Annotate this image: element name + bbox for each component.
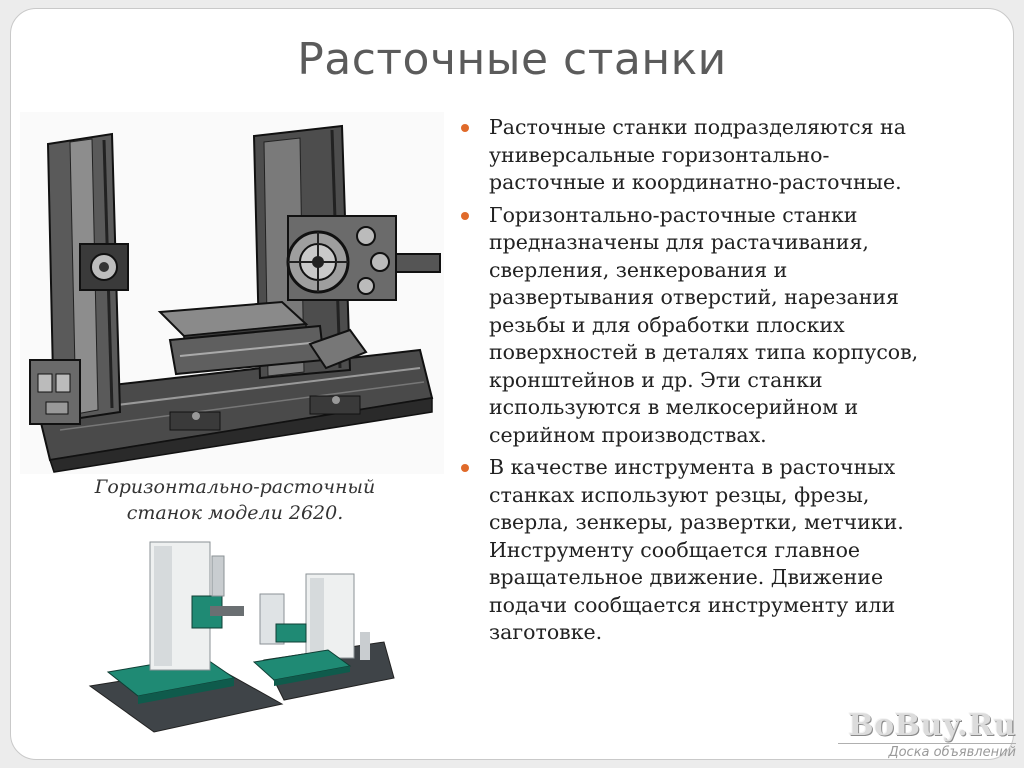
bullet-line: универсальные горизонтально- [489,142,830,167]
bullet-line: развертывания отверстий, нарезания [489,285,899,309]
bullet-line: поверхностей в деталях типа корпусов, [489,340,919,364]
list-item [456,114,1008,197]
bullet-icon [461,464,469,472]
bullet-line: В качестве инструмента в расточных [489,455,896,479]
bullet-icon [461,124,469,132]
bullet-line: вращательное движение. Движение [489,565,884,589]
bullet-list [456,114,1008,652]
bullet-line: станках используют резцы, фрезы, [489,482,870,507]
caption-line: станок модели 2620. [126,502,344,524]
bullet-line: предназначены для растачивания, [489,230,869,254]
bullet-line: подачи сообщается инструменту или [489,592,896,617]
bullet-text [489,454,1008,647]
figure-caption [60,474,410,526]
watermark-logo: BoBuy.Ru [848,708,1016,743]
watermark-subtitle: Доска объявлений [838,743,1016,760]
bullet-text [489,114,1008,197]
bullet-icon [461,212,469,220]
list-item [456,202,1008,450]
bullet-text [489,202,1008,450]
bullet-line: Горизонтально-расточные станки [489,202,858,227]
modern-boring-machine-image [84,536,396,734]
bullet-line: расточные и координатно-расточные. [489,170,902,194]
bullet-line: серийном производствах. [489,422,767,447]
horizontal-boring-machine-image [20,112,444,474]
watermark [838,709,1016,760]
caption-line: Горизонтально-расточный [94,476,376,498]
bullet-line: кронштейнов и др. Эти станки [489,367,823,392]
bullet-line: резьбы и для обработки плоских [489,312,845,337]
slide-title: Расточные станки [297,34,727,85]
bullet-line: сверления, зенкерования и [489,257,788,282]
bullet-line: используются в мелкосерийном и [489,395,859,419]
bullet-line: Расточные станки подразделяются на [489,115,906,139]
bullet-line: сверла, зенкеры, развертки, метчики. [489,510,904,534]
bullet-line: заготовке. [489,620,603,644]
list-item [456,454,1008,647]
bullet-line: Инструменту сообщается главное [489,537,861,562]
